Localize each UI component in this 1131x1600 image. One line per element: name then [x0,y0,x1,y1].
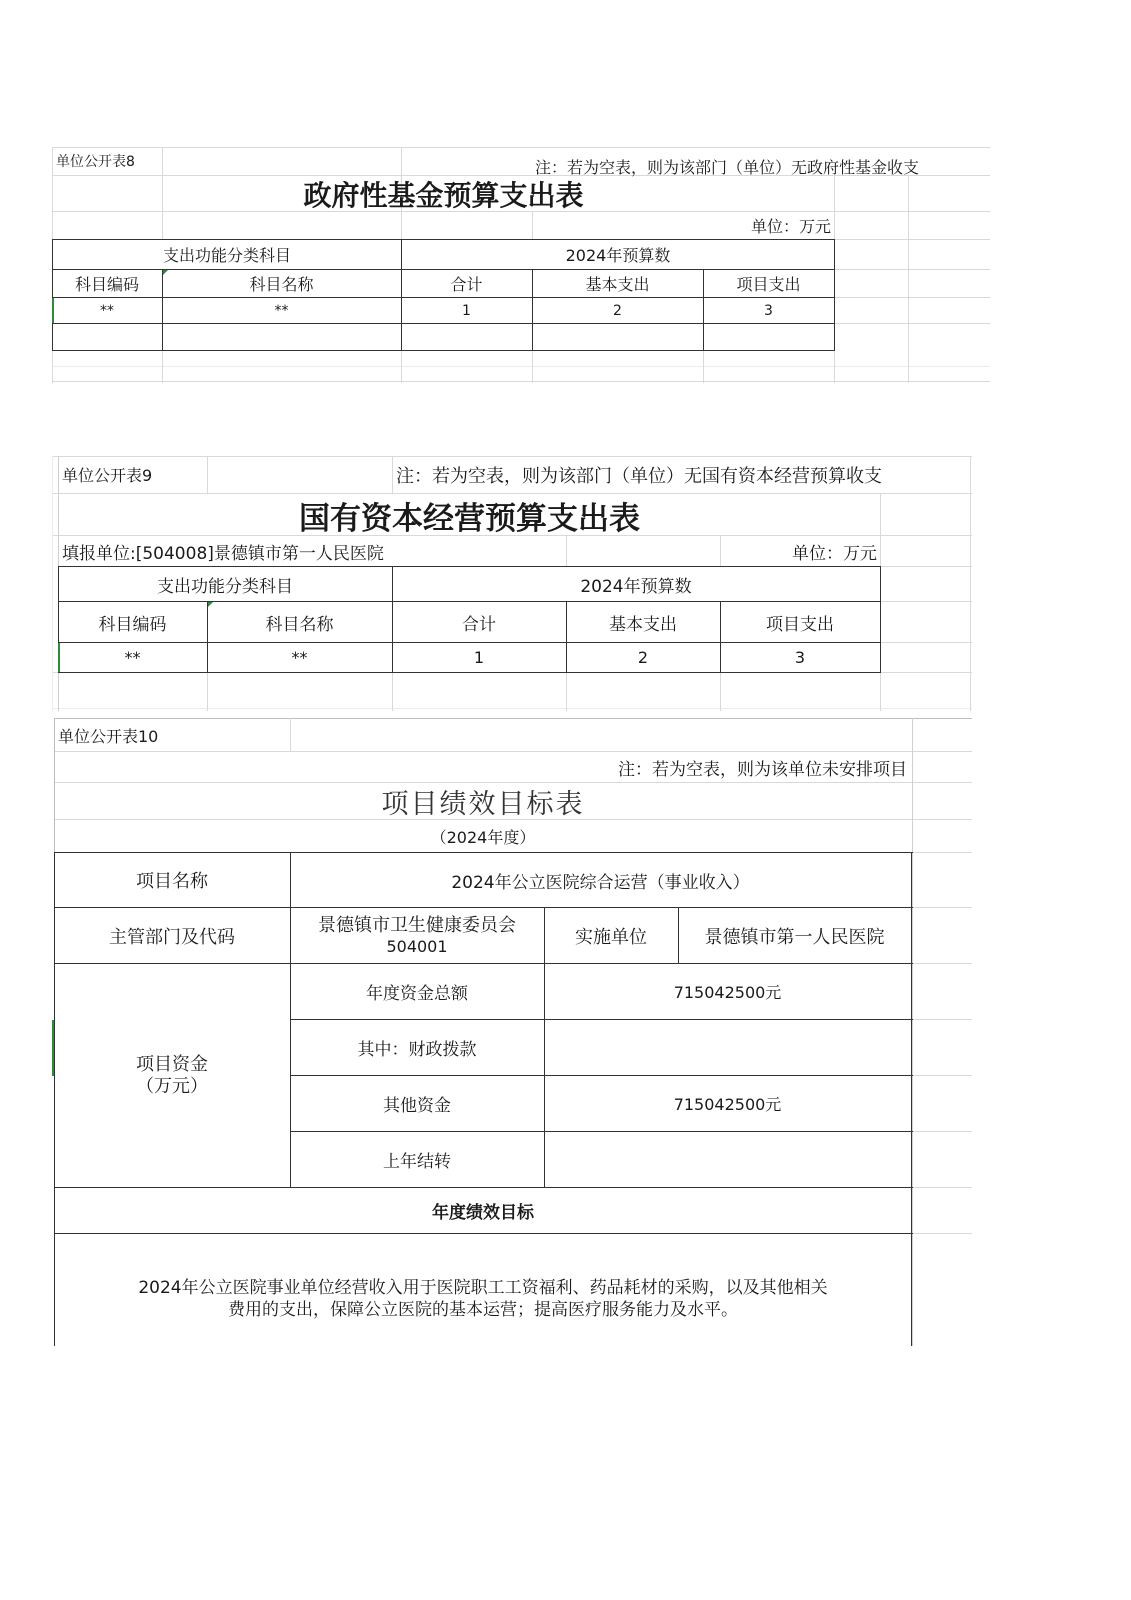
group-header-left: 支出功能分类科目 [162,246,291,265]
column-header: 基本支出 [609,614,677,635]
goal-header: 年度绩效目标 [432,1203,534,1223]
column-header: 合计 [462,614,496,635]
funds-label [54,964,290,1187]
fund-row-value: 715042500元 [673,983,782,1002]
column-header: 项目支出 [736,275,801,294]
funds-label-line1: 项目资金 [136,1053,208,1075]
column-header: 项目支出 [766,614,834,635]
group-header-right: 2024年预算数 [565,246,671,265]
funds-label-line2: （万元） [136,1075,208,1097]
project-name-label: 项目名称 [136,871,208,892]
sheet-label: 单位公开表10 [58,726,159,746]
column-header: 科目编码 [74,275,139,294]
table-cell: ** [291,648,308,667]
fund-row-label: 年度资金总额 [366,984,468,1004]
impl-unit-label: 实施单位 [575,926,647,948]
empty-table-note: 注：若为空表，则为该部门（单位）无国有资本经营预算收支 [396,465,882,487]
goal-text-line2: 费用的支出，保障公立医院的基本运营；提高医疗服务能力及水平。 [228,1300,738,1320]
dept-value [290,908,544,963]
group-header-right: 2024年预算数 [580,576,692,597]
table-cell: ** [100,302,114,319]
table-cell: 3 [794,648,806,667]
dept-code: 504001 [386,936,448,956]
table-title: 国有资本经营预算支出表 [299,500,640,537]
empty-table-note: 注：若为空表，则为该部门（单位）无政府性基金收支 [535,157,920,177]
table-cell: 2 [613,302,622,319]
sheet-label: 单位公开表9 [62,466,153,485]
table-cell: ** [274,302,289,319]
unit-label: 单位：万元 [750,216,831,236]
table-title: 政府性基金预算支出表 [303,179,584,212]
goal-text-line1: 2024年公立医院事业单位经营收入用于医院职工工资福利、药品耗材的采购，以及其他相关 [138,1278,828,1298]
fund-row-label: 上年结转 [383,1152,451,1172]
fund-row-label: 其中：财政拨款 [357,1040,477,1060]
table-cell: 1 [473,648,485,667]
table-cell: 3 [764,302,773,319]
column-header: 合计 [450,275,483,294]
fund-row-value: 715042500元 [673,1095,782,1114]
table-cell: ** [124,648,141,667]
column-header: 科目名称 [265,614,334,635]
sheet-label: 单位公开表8 [56,154,135,170]
dept-name: 景德镇市卫生健康委员会 [318,914,516,936]
table-subtitle: （2024年度） [430,827,536,847]
unit-label: 单位：万元 [792,543,877,564]
filing-unit: 填报单位:[504008]景德镇市第一人民医院 [62,543,384,564]
group-header-left: 支出功能分类科目 [157,576,293,597]
project-name-value: 2024年公立医院综合运营（事业收入） [451,872,750,893]
table-cell: 2 [637,648,649,667]
column-header: 基本支出 [585,275,650,294]
fund-row-label: 其他资金 [383,1096,451,1116]
column-header: 科目名称 [249,275,314,294]
impl-unit-value: 景德镇市第一人民医院 [704,926,885,948]
fund-row-value [544,1020,911,1075]
dept-label: 主管部门及代码 [109,926,235,948]
table-title: 项目绩效目标表 [381,788,585,820]
empty-table-note: 注：若为空表，则为该单位未安排项目 [618,759,907,780]
fund-row-value [544,1132,911,1187]
goal-text [56,1277,910,1321]
table-cell: 1 [462,302,471,319]
column-header: 科目编码 [98,614,167,635]
